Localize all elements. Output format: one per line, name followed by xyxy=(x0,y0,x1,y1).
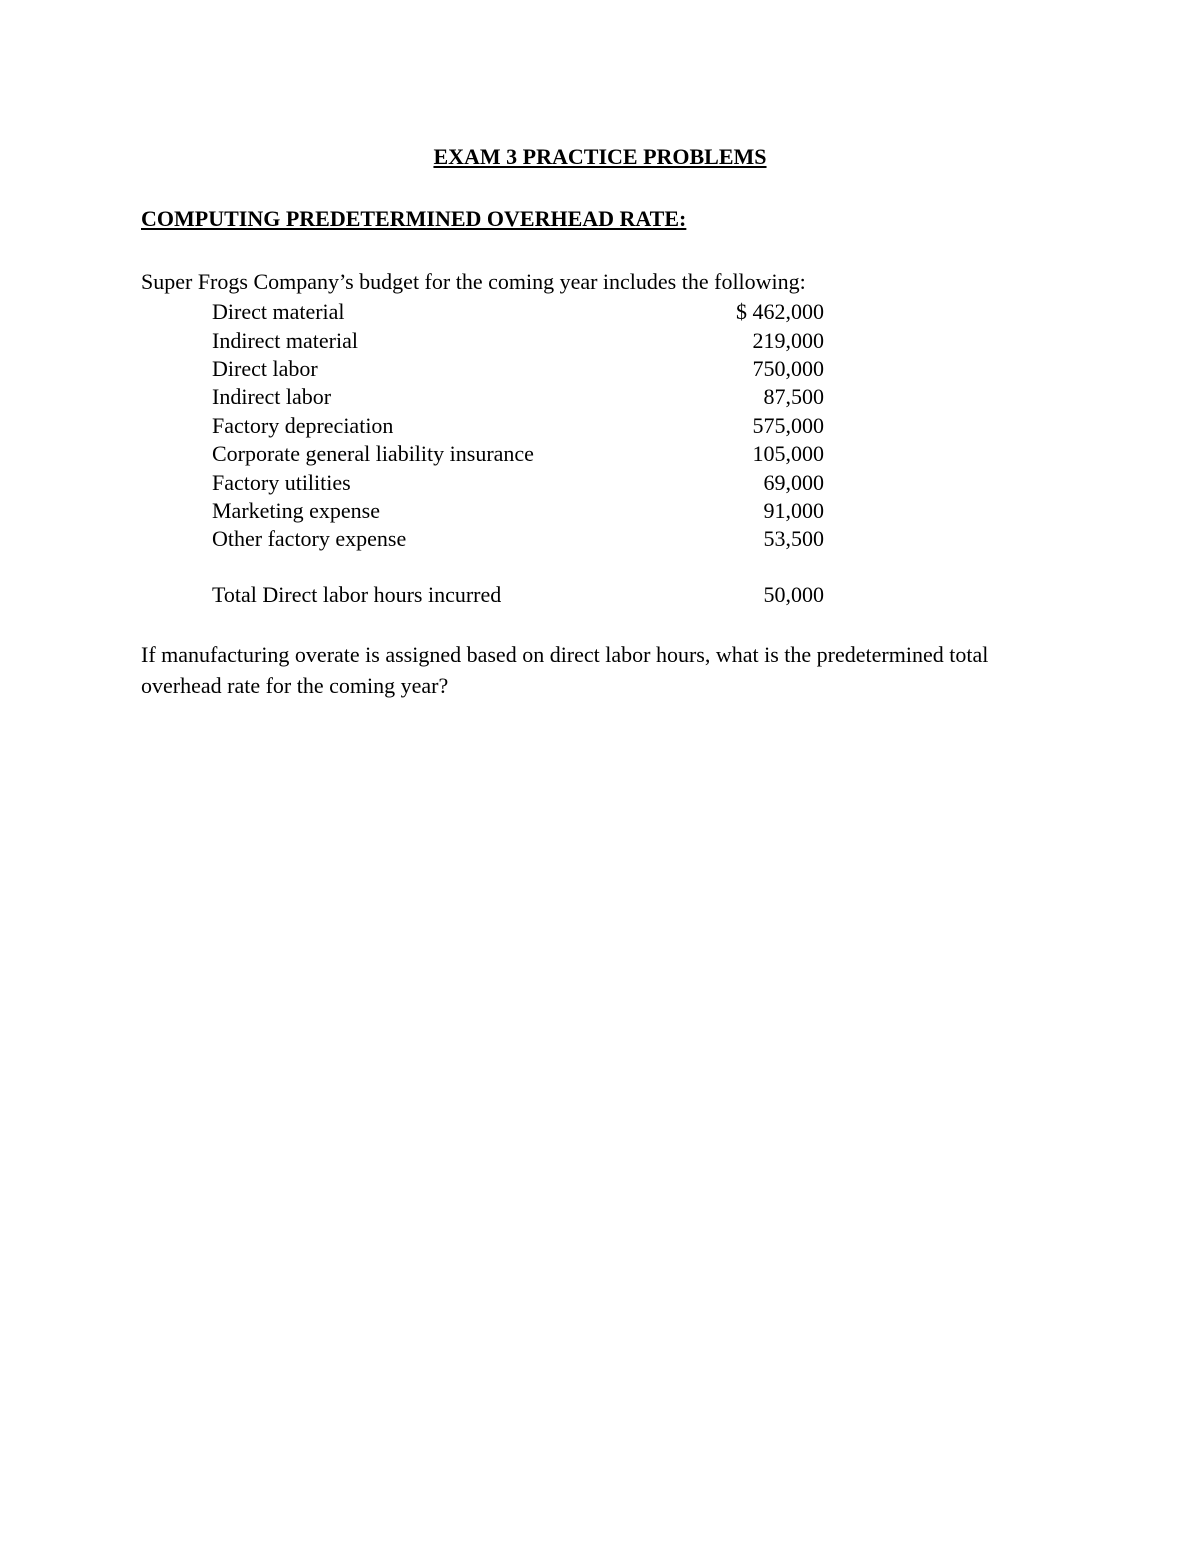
list-item xyxy=(212,412,824,440)
document-title: EXAM 3 PRACTICE PROBLEMS xyxy=(433,144,767,169)
budget-item-amount: 219,000 xyxy=(752,327,824,353)
budget-item-label: Factory depreciation xyxy=(212,412,394,438)
budget-list xyxy=(212,298,824,554)
budget-item-label: Direct labor xyxy=(212,355,318,381)
budget-item-amount: 91,000 xyxy=(763,497,824,523)
budget-item-amount: 750,000 xyxy=(752,355,824,381)
question-text: If manufacturing overate is assigned based on direct labor hours, what is the predetermined total overhead rate for the coming year? xyxy=(141,642,989,698)
budget-item-amount: 87,500 xyxy=(763,384,824,410)
labor-hours-row xyxy=(212,581,824,609)
budget-item-amount: $ 462,000 xyxy=(736,299,824,325)
budget-item-label: Indirect labor xyxy=(212,384,332,410)
list-item xyxy=(212,355,824,383)
labor-hours-amount: 50,000 xyxy=(763,582,824,608)
list-item xyxy=(212,326,824,354)
budget-item-amount: 575,000 xyxy=(752,412,824,438)
budget-item-label: Other factory expense xyxy=(212,526,407,552)
list-item xyxy=(212,497,824,525)
list-item xyxy=(212,468,824,496)
list-item xyxy=(212,383,824,411)
budget-item-amount: 53,500 xyxy=(763,526,824,552)
labor-hours-label: Total Direct labor hours incurred xyxy=(212,582,502,608)
budget-item-label: Factory utilities xyxy=(212,469,351,495)
list-item xyxy=(212,298,824,326)
section-heading: COMPUTING PREDETERMINED OVERHEAD RATE: xyxy=(141,206,687,231)
budget-item-amount: 105,000 xyxy=(752,441,824,467)
budget-item-amount: 69,000 xyxy=(763,469,824,495)
budget-item-label: Corporate general liability insurance xyxy=(212,441,534,467)
budget-item-label: Direct material xyxy=(212,299,345,325)
budget-item-label: Indirect material xyxy=(212,327,358,353)
budget-item-label: Marketing expense xyxy=(212,497,380,523)
list-item xyxy=(212,440,824,468)
intro-text: Super Frogs Company’s budget for the coming year includes the following: xyxy=(141,269,806,294)
list-item xyxy=(212,525,824,553)
